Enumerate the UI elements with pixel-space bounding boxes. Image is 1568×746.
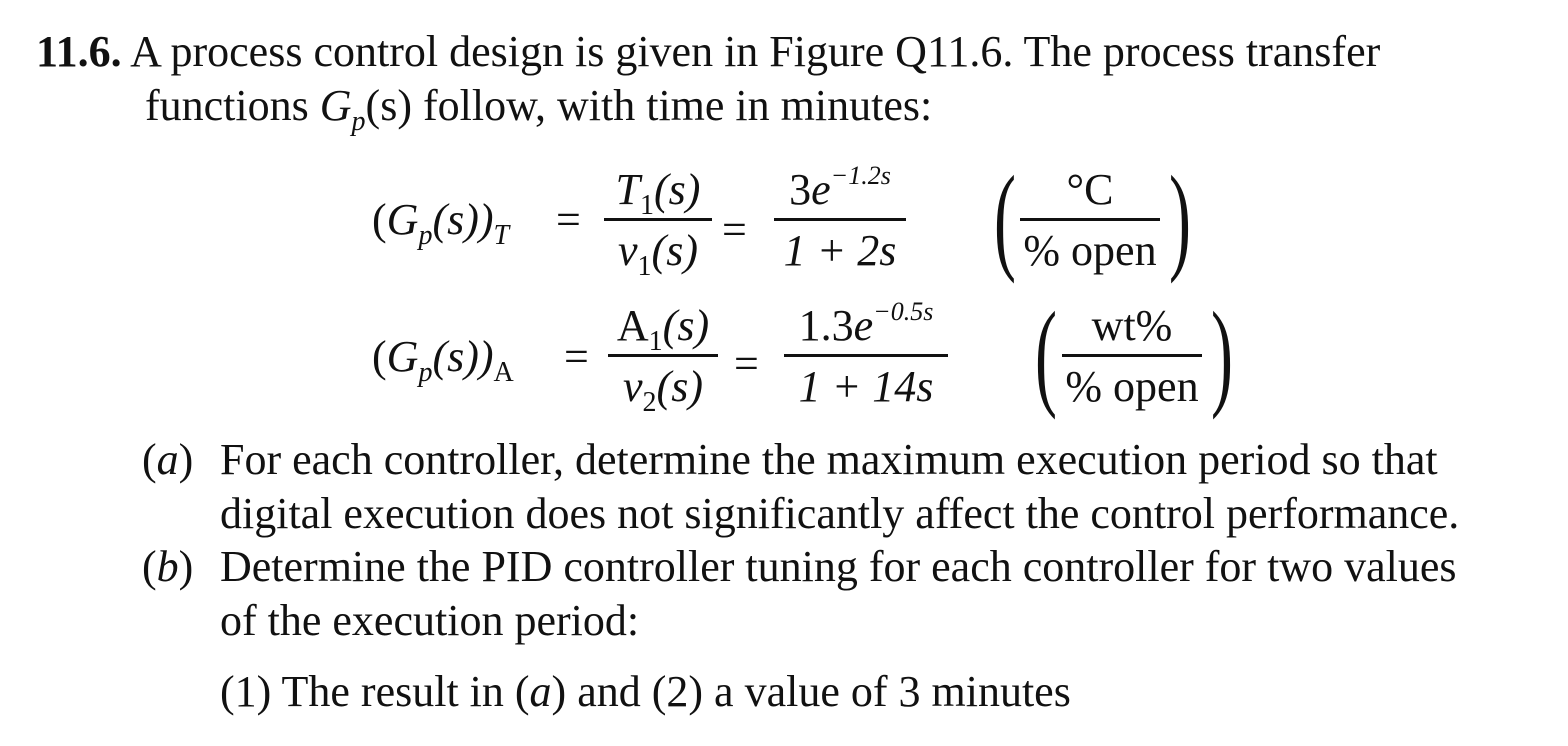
eq-t-fraction-2 — [774, 161, 906, 275]
eq-a-lhs-arg: (s)) — [432, 332, 494, 381]
eq-a-unit — [1062, 301, 1202, 411]
part-a-line-1: For each controller, determine the maximum execution period so that — [220, 435, 1438, 484]
eq-a-f1-bar — [608, 354, 718, 357]
eq-a-f1-den-var: v — [623, 362, 643, 411]
eq-t-lhs — [372, 195, 510, 251]
eq-a-unit-num: wt% — [1091, 301, 1173, 350]
eq-a-f1-den-arg: (s) — [656, 362, 703, 411]
eq-t-f1-den-var: v — [618, 226, 638, 275]
eq-t-lhs-G: G — [386, 195, 419, 244]
eq-t-unit-den: % open — [1023, 226, 1157, 275]
eq-t-lhs-sub-p: p — [418, 220, 433, 251]
eq-t-lhs-arg: (s)) — [432, 195, 494, 244]
part-a-label-close: ) — [178, 435, 194, 484]
part-b-label-letter: b — [156, 542, 179, 591]
eq-a-f1-den-sub: 2 — [642, 387, 657, 418]
eq-t-unit-paren-left: ( — [993, 151, 1016, 284]
eq-t-f2-den: 1 + 2s — [783, 226, 897, 275]
eq-a-f2-bar — [784, 354, 948, 357]
eq-t-equals-2: = — [722, 205, 747, 254]
eq-t-unit-bar — [1020, 218, 1160, 221]
part-b-line-1: Determine the PID controller tuning for each controller for two values — [220, 542, 1457, 591]
eq-a-lhs-open: ( — [372, 332, 387, 381]
eq-a-lhs-sub-p: p — [418, 357, 433, 388]
part-b-item — [220, 667, 1071, 716]
eq-a-f1-num-var: A — [616, 301, 649, 350]
part-b-item-a: a — [529, 667, 552, 716]
part-b-line-2: of the execution period: — [220, 596, 640, 645]
eq-a-f2-e: e — [853, 301, 874, 350]
eq-t-f1-num-sub: 1 — [640, 190, 655, 221]
problem-header — [36, 27, 1381, 76]
eq-t-unit-paren-right: ) — [1168, 151, 1191, 284]
eq-t-f1-num-arg: (s) — [654, 165, 701, 214]
intro-line-1: A process control design is given in Figure Q11.6. The process transfer — [130, 27, 1381, 76]
eq-a-fraction-1 — [608, 301, 718, 418]
intro-G-subscript: p — [351, 106, 366, 137]
part-b-item-post: ) and (2) a value of 3 minutes — [551, 667, 1071, 716]
part-b-label-close: ) — [178, 542, 194, 591]
eq-a-equals-1: = — [564, 332, 589, 381]
eq-t-f2-e: e — [811, 165, 831, 214]
eq-a-fraction-2 — [784, 297, 948, 411]
eq-a-lhs — [372, 332, 514, 388]
eq-t-unit-num: °C — [1066, 165, 1114, 214]
eq-a-equals-2: = — [734, 339, 759, 388]
part-b-label-open: ( — [142, 542, 157, 591]
eq-t-f1-den-sub: 1 — [637, 251, 652, 282]
eq-a-unit-paren-left: ( — [1034, 287, 1057, 420]
intro-line-2 — [145, 81, 933, 137]
part-b-item-pre: (1) The result in ( — [220, 667, 530, 716]
eq-t-fraction-1 — [604, 165, 712, 282]
part-a-label — [142, 435, 194, 484]
eq-t-f2-bar — [774, 218, 906, 221]
eq-t-f2-exp: −1.2s — [830, 161, 891, 190]
eq-a-f1-num-sub: 1 — [648, 326, 663, 357]
eq-a-f1-num-arg: (s) — [662, 301, 710, 350]
eq-t-f1-bar — [604, 218, 712, 221]
intro-line-2-pre: functions — [145, 81, 320, 130]
eq-a-unit-paren-right: ) — [1210, 287, 1233, 420]
eq-t-unit — [1020, 165, 1160, 275]
intro-line-2-post: follow, with time in minutes: — [411, 81, 933, 130]
part-b-label — [142, 542, 194, 591]
eq-t-f1-den-arg: (s) — [651, 226, 698, 275]
eq-a-f2-coef: 1.3 — [798, 301, 854, 350]
intro-G-arg: (s) — [365, 81, 412, 130]
eq-a-lhs-G: G — [386, 332, 419, 381]
eq-t-f1-num-var: T — [615, 165, 641, 214]
eq-a-unit-den: % open — [1065, 362, 1199, 411]
intro-G-symbol: G — [319, 81, 352, 130]
eq-a-lhs-sub: A — [493, 357, 514, 388]
eq-t-equals-1: = — [556, 195, 581, 244]
eq-a-f2-exp: −0.5s — [873, 297, 934, 326]
part-a-label-open: ( — [142, 435, 157, 484]
eq-t-lhs-sub: T — [493, 220, 510, 251]
part-a-label-letter: a — [156, 435, 179, 484]
eq-a-f2-den: 1 + 14s — [798, 362, 934, 411]
eq-a-unit-bar — [1062, 354, 1202, 357]
eq-t-lhs-open: ( — [372, 195, 387, 244]
part-a-line-2: digital execution does not significantly affect the control performance. — [220, 489, 1460, 538]
problem-number: 11.6. — [36, 27, 122, 76]
eq-t-f2-coef: 3 — [789, 165, 812, 214]
